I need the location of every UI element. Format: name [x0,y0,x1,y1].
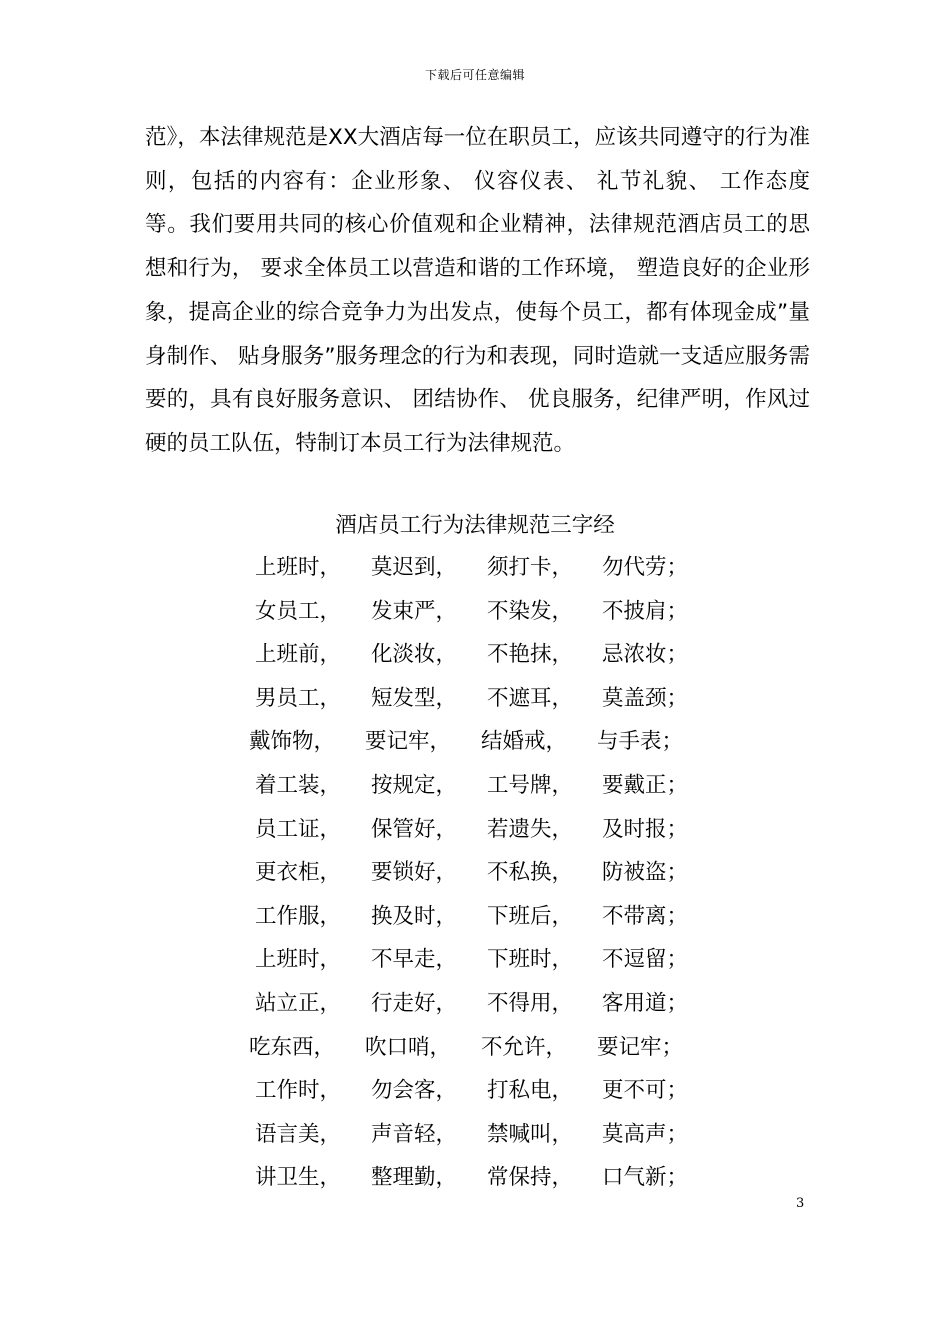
poem-phrase: 工号牌， [487,772,574,798]
poem-phrase: 口气新； [602,1165,689,1191]
poem-phrase: 不披肩； [602,598,689,624]
poem-phrase: 不早走， [371,947,458,973]
poem-row [0,764,950,808]
poem-row [0,938,950,982]
poem-phrase: 须打卡， [487,555,574,580]
poem-phrase: 吹口哨， [365,1034,452,1060]
poem-phrase: 女员工， [255,598,342,624]
poem-phrase: 更不可； [602,1078,689,1104]
poem-row [0,590,950,634]
poem-phrase: 员工证， [255,816,342,842]
poem-row [0,677,950,721]
poem-phrase: 要戴正； [602,772,689,798]
poem-phrase: 要记牢； [597,1034,684,1060]
poem-phrase: 按规定， [371,772,458,798]
poem-phrase: 讲卫生， [255,1165,342,1191]
poem-phrase: 防被盗； [602,860,689,886]
poem-phrase: 忌浓妆； [602,642,689,668]
poem-phrase: 与手表； [597,729,684,755]
poem-phrase: 工作时， [255,1078,342,1104]
poem-phrase: 不艳抹， [487,642,574,668]
poem-phrase: 勿会客， [371,1078,458,1104]
poem-phrase: 要锁好， [371,860,458,886]
poem-phrase: 不私换， [487,860,574,886]
poem-phrase: 莫迟到， [371,555,458,580]
poem-phrase: 客用道； [602,990,689,1016]
poem-phrase: 语言美， [255,1121,342,1147]
poem-title: 酒店员工行为法律规范三字经 [335,513,615,538]
poem-phrase: 着工装， [255,772,342,798]
poem-phrase: 工作服， [255,903,342,929]
poem-phrase: 不允许， [481,1034,568,1060]
poem-phrase: 要记牢， [365,729,452,755]
poem-phrase: 不染发， [487,598,574,624]
poem-phrase: 声音轻， [371,1121,458,1147]
poem-row [0,1026,950,1070]
poem-phrase: 莫高声； [602,1121,689,1147]
body-paragraph: 范》，本法律规范是XX大酒店每一位在职员工，应该共同遵守的行为准则，包括的内容有：企业形象、 仪容仪表、 礼节礼貌、 工作态度等。我们要用共同的核心价值观和企业精神，法律规范酒店员工的思想和行为， 要求全体员工以营造和谐的工作环境， 塑造良好的企业形象，提高企业的综合竞争力为出发点，使每个员工，都有体现金成”量身制作、 贴身服务”服务理念的行为和表现，同时造就一支适应服务需要的，具有良好服务意识、 团结协作、 优良服务，纪律严明，作风过硬的员工队伍，特制订本员工行为法律规范。 [145,125,810,456]
page-header: 下载后可任意编辑 [424,68,525,82]
poem-row [0,1156,950,1200]
poem-phrase: 戴饰物， [249,729,336,755]
poem-verses [0,546,950,1200]
poem-phrase: 不带离； [602,903,689,929]
poem-phrase: 若遗失， [487,816,574,842]
poem-phrase: 更衣柜， [255,860,342,886]
poem-row [0,895,950,939]
poem-row [0,546,950,590]
poem-phrase: 上班前， [255,642,342,668]
poem-phrase: 吃东西， [249,1034,336,1060]
poem-phrase: 打私电， [487,1078,574,1104]
poem-row [0,982,950,1026]
poem-phrase: 下班时， [487,947,574,973]
poem-phrase: 禁喊叫， [487,1121,574,1147]
poem-phrase: 上班时， [255,555,342,580]
poem-phrase: 男员工， [255,685,342,711]
poem-phrase: 不得用， [487,990,574,1016]
poem-phrase: 行走好， [371,990,458,1016]
poem-phrase: 站立正， [255,990,342,1016]
poem-phrase: 发束严， [371,598,458,624]
poem-phrase: 下班后， [487,903,574,929]
poem-phrase: 常保持， [487,1165,574,1191]
poem-row [0,1069,950,1113]
poem-phrase: 短发型， [371,685,458,711]
poem-phrase: 换及时， [371,903,458,929]
poem-phrase: 结婚戒， [481,729,568,755]
poem-phrase: 化淡妆， [371,642,458,668]
poem-phrase: 勿代劳； [602,555,689,580]
poem-phrase: 不逗留； [602,947,689,973]
poem-phrase: 上班时， [255,947,342,973]
poem-phrase: 莫盖颈； [602,685,689,711]
page-number: 3 [796,1196,805,1211]
poem-phrase: 及时报； [602,816,689,842]
poem-row [0,633,950,677]
poem-row [0,1113,950,1157]
poem-row [0,808,950,852]
poem-row [0,851,950,895]
poem-phrase: 不遮耳， [487,685,574,711]
poem-row [0,720,950,764]
poem-phrase: 保管好， [371,816,458,842]
poem-phrase: 整理勤， [371,1165,458,1191]
